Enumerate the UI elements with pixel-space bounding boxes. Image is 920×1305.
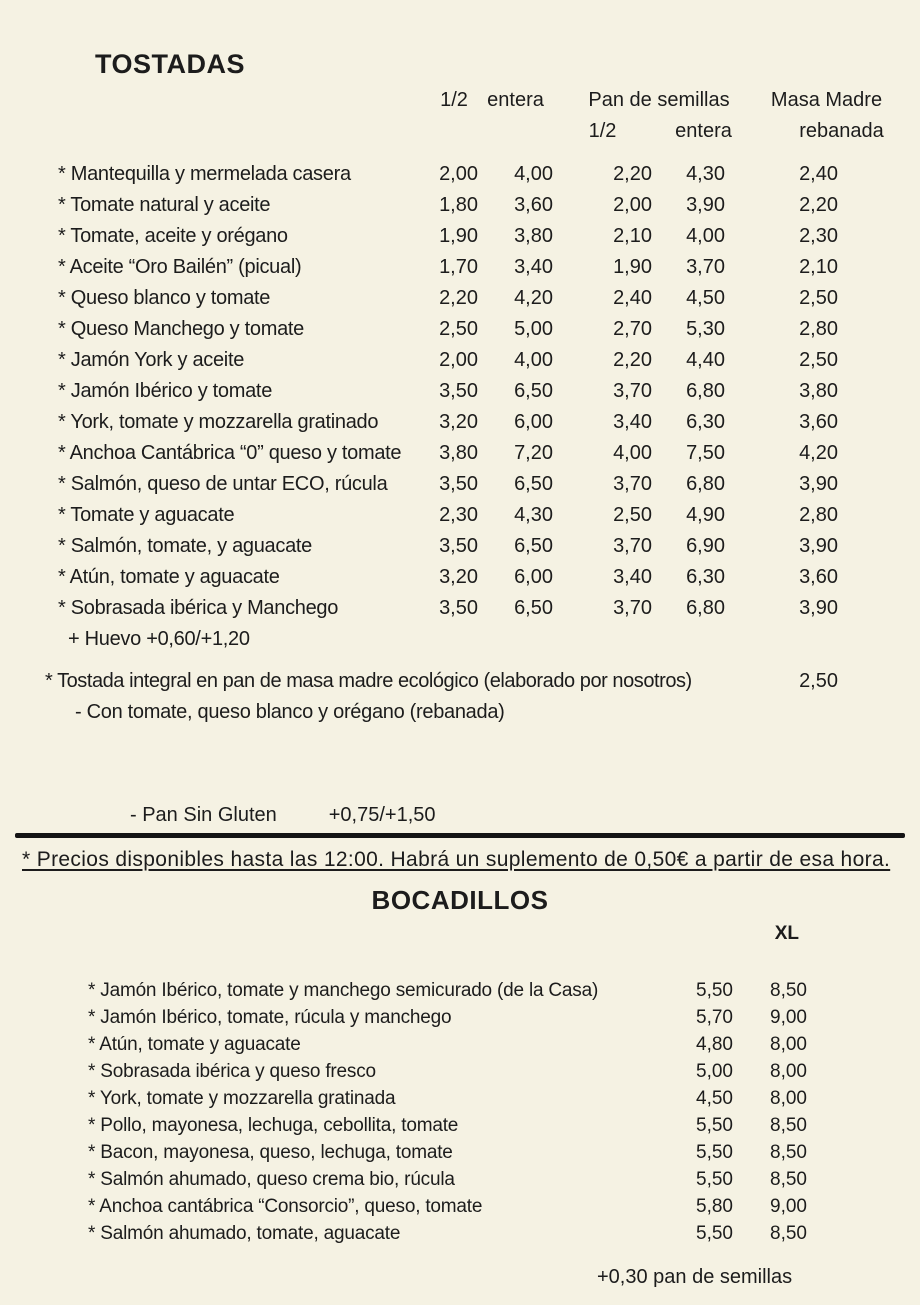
item-name: * Pollo, mayonesa, lechuga, cebollita, tomate [88, 1115, 459, 1136]
price-notice: * Precios disponibles hasta las 12:00. Habrá un suplemento de 0,50€ a partir de esa hora. [22, 848, 891, 871]
price-xl: 9,00 [770, 1007, 807, 1028]
item-name: * Salmón, queso de untar ECO, rúcula [58, 473, 388, 495]
price-xl: 8,50 [770, 1223, 807, 1244]
price-regular: 4,50 [696, 1088, 733, 1109]
price-masa-madre: 2,30 [799, 225, 838, 247]
item-name: * Atún, tomate y aguacate [58, 566, 280, 588]
price-half: 3,20 [439, 566, 478, 588]
tostada-integral-price: 2,50 [799, 670, 838, 692]
price-semillas-half: 2,40 [613, 287, 652, 309]
price-regular: 5,70 [696, 1007, 733, 1028]
tostadas-title: TOSTADAS [95, 49, 246, 79]
price-entera: 6,00 [514, 566, 553, 588]
tostada-integral-subnote: - Con tomate, queso blanco y orégano (rebanada) [75, 701, 505, 723]
tostadas-table [0, 159, 920, 624]
price-entera: 6,50 [514, 535, 553, 557]
header-rebanada: rebanada [799, 120, 884, 142]
header-entera: entera [487, 89, 544, 111]
price-entera: 7,20 [514, 442, 553, 464]
item-name: * Jamón Ibérico y tomate [58, 380, 273, 402]
price-half: 2,00 [439, 349, 478, 371]
price-masa-madre: 3,80 [799, 380, 838, 402]
tostadas-row [58, 500, 838, 531]
item-name: * Salmón, tomate, y aguacate [58, 535, 312, 557]
price-semillas-entera: 6,30 [686, 566, 725, 588]
price-xl: 8,50 [770, 1169, 807, 1190]
price-entera: 4,20 [514, 287, 553, 309]
price-half: 1,90 [439, 225, 478, 247]
price-entera: 6,50 [514, 597, 553, 619]
price-masa-madre: 2,20 [799, 194, 838, 216]
tostadas-row [58, 221, 838, 252]
item-name: * Jamón York y aceite [58, 349, 245, 371]
price-semillas-half: 3,70 [613, 473, 652, 495]
tostada-integral-note: * Tostada integral en pan de masa madre ecológico (elaborado por nosotros) [45, 670, 692, 692]
price-regular: 5,80 [696, 1196, 733, 1217]
price-half: 3,80 [439, 442, 478, 464]
gluten-free-label: - Pan Sin Gluten [130, 804, 277, 826]
price-semillas-half: 2,20 [613, 349, 652, 371]
item-name: * Anchoa Cantábrica “0” queso y tomate [58, 442, 402, 464]
price-regular: 5,50 [696, 1115, 733, 1136]
price-entera: 4,00 [514, 163, 553, 185]
tostadas-row [58, 469, 838, 500]
item-name: * Anchoa cantábrica “Consorcio”, queso, tomate [88, 1196, 483, 1217]
gluten-free-price: +0,75/+1,50 [328, 804, 436, 826]
price-entera: 5,00 [514, 318, 553, 340]
price-entera: 6,50 [514, 473, 553, 495]
price-masa-madre: 3,60 [799, 566, 838, 588]
price-half: 3,20 [439, 411, 478, 433]
price-entera: 6,50 [514, 380, 553, 402]
tostadas-row [58, 376, 838, 407]
tostadas-row [58, 562, 838, 593]
bocadillos-row [88, 1004, 807, 1031]
price-half: 1,70 [439, 256, 478, 278]
price-entera: 4,00 [514, 349, 553, 371]
price-xl: 8,00 [770, 1034, 807, 1055]
tostadas-header-row-2 [58, 116, 884, 147]
price-half: 3,50 [439, 597, 478, 619]
tostadas-row [58, 593, 838, 624]
price-half: 2,50 [439, 318, 478, 340]
tostadas-row [58, 190, 838, 221]
price-half: 3,50 [439, 535, 478, 557]
price-semillas-entera: 7,50 [686, 442, 725, 464]
price-half: 3,50 [439, 380, 478, 402]
item-name: * Mantequilla y mermelada casera [58, 163, 351, 185]
price-semillas-entera: 4,40 [686, 349, 725, 371]
price-semillas-half: 1,90 [613, 256, 652, 278]
price-half: 1,80 [439, 194, 478, 216]
price-semillas-entera: 6,90 [686, 535, 725, 557]
price-semillas-half: 2,70 [613, 318, 652, 340]
price-xl: 8,00 [770, 1088, 807, 1109]
price-entera: 3,40 [514, 256, 553, 278]
price-entera: 6,00 [514, 411, 553, 433]
item-name: * Aceite “Oro Bailén” (picual) [58, 256, 302, 278]
price-semillas-half: 3,70 [613, 535, 652, 557]
price-semillas-entera: 5,30 [686, 318, 725, 340]
price-masa-madre: 3,90 [799, 535, 838, 557]
price-half: 3,50 [439, 473, 478, 495]
price-masa-madre: 3,90 [799, 597, 838, 619]
item-name: * Bacon, mayonesa, queso, lechuga, tomate [88, 1142, 453, 1163]
price-semillas-entera: 4,90 [686, 504, 725, 526]
price-semillas-half: 2,20 [613, 163, 652, 185]
price-entera: 4,30 [514, 504, 553, 526]
price-entera: 3,60 [514, 194, 553, 216]
bocadillos-row [88, 1220, 807, 1247]
price-semillas-entera: 4,50 [686, 287, 725, 309]
semillas-supplement-note: +0,30 pan de semillas [597, 1266, 793, 1288]
item-name: * Atún, tomate y aguacate [88, 1034, 301, 1055]
tostadas-row [58, 314, 838, 345]
tostadas-row [58, 252, 838, 283]
tostadas-row [58, 345, 838, 376]
price-regular: 4,80 [696, 1034, 733, 1055]
price-semillas-half: 3,70 [613, 597, 652, 619]
bocadillos-row [88, 1058, 807, 1085]
item-name: * Tomate natural y aceite [58, 194, 271, 216]
header-xl: XL [774, 923, 799, 944]
price-half: 2,30 [439, 504, 478, 526]
price-semillas-entera: 3,90 [686, 194, 725, 216]
price-regular: 5,50 [696, 1223, 733, 1244]
gluten-free-line [130, 800, 920, 831]
price-semillas-entera: 4,00 [686, 225, 725, 247]
item-name: * Tomate y aguacate [58, 504, 235, 526]
price-semillas-half: 2,10 [613, 225, 652, 247]
header-semillas-half: 1/2 [588, 120, 617, 142]
bocadillos-row [88, 977, 807, 1004]
price-semillas-half: 2,00 [613, 194, 652, 216]
item-name: * Sobrasada ibérica y Manchego [58, 597, 339, 619]
header-masa-madre: Masa Madre [770, 89, 883, 111]
item-name: * Sobrasada ibérica y queso fresco [88, 1061, 376, 1082]
bocadillos-row [88, 1085, 807, 1112]
price-xl: 8,50 [770, 1142, 807, 1163]
item-name: * Tomate, aceite y orégano [58, 225, 288, 247]
price-regular: 5,00 [696, 1061, 733, 1082]
header-half: 1/2 [440, 89, 468, 111]
bocadillos-row [88, 1112, 807, 1139]
tostadas-row [58, 283, 838, 314]
price-half: 2,20 [439, 287, 478, 309]
price-xl: 9,00 [770, 1196, 807, 1217]
price-semillas-entera: 6,80 [686, 380, 725, 402]
price-regular: 5,50 [696, 980, 733, 1001]
price-semillas-entera: 6,30 [686, 411, 725, 433]
bocadillos-row [88, 1193, 807, 1220]
item-name: * Salmón ahumado, queso crema bio, rúcula [88, 1169, 455, 1190]
item-name: * Queso blanco y tomate [58, 287, 271, 309]
price-masa-madre: 2,40 [799, 163, 838, 185]
price-semillas-half: 4,00 [613, 442, 652, 464]
tostada-integral-block [45, 666, 838, 728]
bocadillos-row [88, 1166, 807, 1193]
price-semillas-entera: 4,30 [686, 163, 725, 185]
item-name: * Queso Manchego y tomate [58, 318, 304, 340]
tostadas-header-row-1 [58, 85, 883, 116]
header-semillas-entera: entera [675, 120, 732, 142]
tostadas-row [58, 407, 838, 438]
price-masa-madre: 3,90 [799, 473, 838, 495]
huevo-supplement-line: + Huevo +0,60/+1,20 [68, 628, 250, 650]
price-masa-madre: 4,20 [799, 442, 838, 464]
item-name: * York, tomate y mozzarella gratinada [88, 1088, 396, 1109]
price-masa-madre: 2,50 [799, 349, 838, 371]
bocadillos-row [88, 1139, 807, 1166]
price-semillas-half: 3,70 [613, 380, 652, 402]
bocadillos-row [88, 1031, 807, 1058]
price-xl: 8,50 [770, 1115, 807, 1136]
item-name: * Jamón Ibérico, tomate, rúcula y manchego [88, 1007, 452, 1028]
price-semillas-entera: 3,70 [686, 256, 725, 278]
header-pan-de-semillas: Pan de semillas [588, 89, 730, 111]
price-masa-madre: 2,80 [799, 504, 838, 526]
price-xl: 8,00 [770, 1061, 807, 1082]
price-xl: 8,50 [770, 980, 807, 1001]
price-semillas-entera: 6,80 [686, 473, 725, 495]
price-semillas-half: 3,40 [613, 566, 652, 588]
price-regular: 5,50 [696, 1169, 733, 1190]
price-masa-madre: 2,10 [799, 256, 838, 278]
bocadillos-title: BOCADILLOS [371, 885, 549, 915]
price-semillas-half: 3,40 [613, 411, 652, 433]
price-half: 2,00 [439, 163, 478, 185]
price-masa-madre: 2,50 [799, 287, 838, 309]
item-name: * Salmón ahumado, tomate, aguacate [88, 1223, 401, 1244]
bocadillos-table [0, 977, 920, 1247]
price-semillas-entera: 6,80 [686, 597, 725, 619]
price-semillas-half: 2,50 [613, 504, 652, 526]
price-masa-madre: 2,80 [799, 318, 838, 340]
tostadas-row [58, 159, 838, 190]
tostadas-row [58, 438, 838, 469]
item-name: * Jamón Ibérico, tomate y manchego semicurado (de la Casa) [88, 980, 599, 1001]
price-masa-madre: 3,60 [799, 411, 838, 433]
price-entera: 3,80 [514, 225, 553, 247]
header-spacer [58, 85, 430, 116]
bocadillos-header [88, 923, 807, 945]
price-regular: 5,50 [696, 1142, 733, 1163]
tostadas-row [58, 531, 838, 562]
item-name: * York, tomate y mozzarella gratinado [58, 411, 379, 433]
section-divider [15, 833, 905, 838]
